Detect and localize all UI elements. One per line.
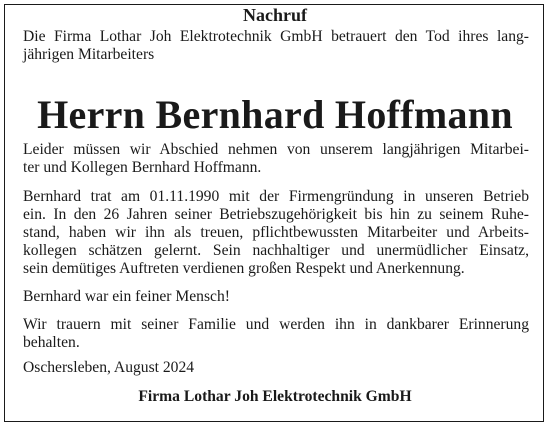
mourning-line: Wir trauern mit seiner Familie und werden ihn in dankbarer Erinnerung — [23, 316, 529, 333]
farewell-line: ter und Kollegen Bernhard Hoffmann. — [23, 159, 262, 176]
intro-line: jährigen Mitarbeiters — [23, 46, 155, 63]
mourning-paragraph — [23, 316, 529, 352]
career-line: Bernhard trat am 01.11.1990 mit der Firmengründung in unseren Betrieb — [23, 188, 529, 205]
notice-heading: Nachruf — [243, 5, 307, 25]
intro-paragraph — [23, 28, 529, 64]
career-line: kollegen schätzen gelernt. Sein nachhaltiger und unermüdlicher Einsatz, — [23, 242, 529, 259]
company-signature: Firma Lothar Joh Elektrotechnik GmbH — [138, 388, 412, 405]
farewell-paragraph — [23, 141, 529, 177]
career-line: sein demütiges Auftreten verdienen großen Respekt und Anerkennung. — [23, 260, 465, 277]
place-date: Oschersleben, August 2024 — [23, 359, 195, 376]
career-paragraph — [23, 188, 529, 278]
intro-line: Die Firma Lothar Joh Elektrotechnik GmbH betrauert den Tod ihres lang- — [23, 28, 529, 45]
deceased-name: Herrn Bernhard Hoffmann — [37, 92, 513, 137]
career-line: stand, haben wir ihn als treuen, pflichtbewussten Mitarbeiter und Arbeits- — [23, 224, 529, 241]
tribute-line: Bernhard war ein feiner Mensch! — [23, 288, 230, 305]
career-line: ein. In den 26 Jahren seiner Betriebszugehörigkeit bis hin zu seinem Ruhe- — [23, 206, 529, 223]
tribute-paragraph — [23, 288, 529, 306]
mourning-line: behalten. — [23, 334, 80, 351]
farewell-line: Leider müssen wir Abschied nehmen von unserem langjährigen Mitarbei- — [23, 141, 529, 158]
